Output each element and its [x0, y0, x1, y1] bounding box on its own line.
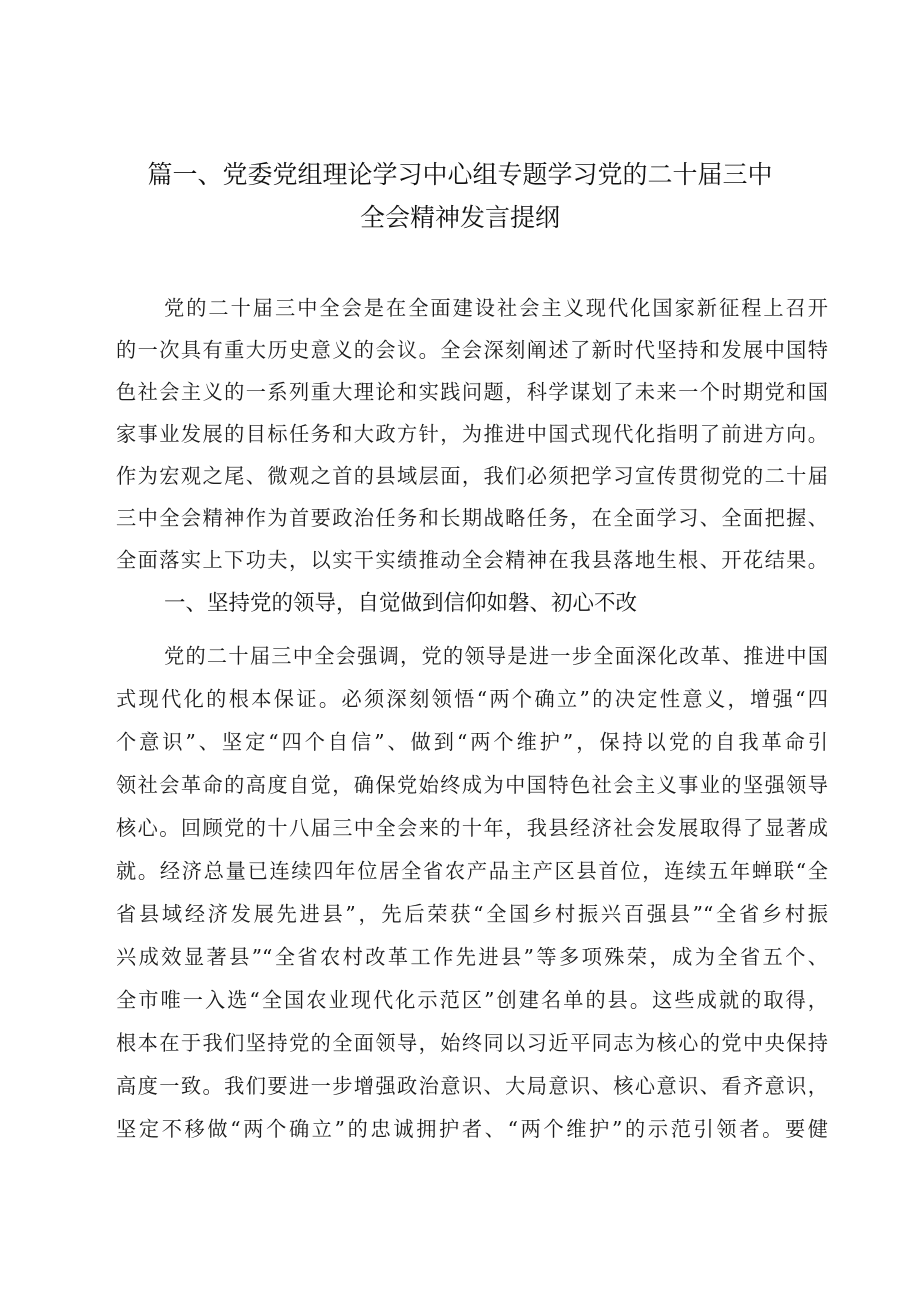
- paragraph-2-line: 就。经济总量已连续四年位居全省农产品主产区县首位，连续五年蝉联“全: [116, 859, 828, 883]
- paragraph-2-line: 兴成效显著县”“全省农村改革工作先进县”等多项殊荣，成为全省五个、: [116, 945, 828, 969]
- section-heading-1: 一、坚持党的领导，自觉做到信仰如磐、初心不改: [164, 591, 638, 616]
- paragraph-1-line: 党的二十届三中全会是在全面建设社会主义现代化国家新征程上召开: [164, 296, 828, 320]
- paragraph-2-line: 高度一致。我们要进一步增强政治意识、大局意识、核心意识、看齐意识，: [116, 1074, 828, 1098]
- document-title-line-2: 全会精神发言提纲: [359, 203, 560, 232]
- paragraph-1-line: 作为宏观之尾、微观之首的县域层面，我们必须把学习宣传贯彻党的二十届: [116, 464, 828, 488]
- paragraph-2-line: 全市唯一入选“全国农业现代化示范区”创建名单的县。这些成就的取得，: [116, 988, 828, 1012]
- paragraph-1-line: 家事业发展的目标任务和大政方针，为推进中国式现代化指明了前进方向。: [116, 422, 828, 446]
- paragraph-2-line: 个意识”、坚定“四个自信”、做到“两个维护”，保持以党的自我革命引: [116, 730, 828, 754]
- paragraph-2-line: 省县域经济发展先进县”，先后荣获“全国乡村振兴百强县”“全省乡村振: [116, 902, 828, 926]
- paragraph-1-line: 的一次具有重大历史意义的会议。全会深刻阐述了新时代坚持和发展中国特: [116, 338, 828, 362]
- document-title-line-1: 篇一、党委党组理论学习中心组专题学习党的二十届三中: [147, 160, 773, 189]
- paragraph-2-line: 党的二十届三中全会强调，党的领导是进一步全面深化改革、推进中国: [164, 644, 828, 668]
- paragraph-2-line: 根本在于我们坚持党的全面领导，始终同以习近平同志为核心的党中央保持: [116, 1031, 828, 1055]
- paragraph-2-line: 式现代化的根本保证。必须深刻领悟“两个确立”的决定性意义，增强“四: [116, 687, 828, 711]
- paragraph-2-line: 领社会革命的高度自觉，确保党始终成为中国特色社会主义事业的坚强领导: [116, 773, 828, 797]
- paragraph-2-line: 坚定不移做“两个确立”的忠诚拥护者、“两个维护”的示范引领者。要健: [116, 1117, 828, 1141]
- paragraph-1-line: 三中全会精神作为首要政治任务和长期战略任务，在全面学习、全面把握、: [116, 506, 828, 530]
- paragraph-1-line: 色社会主义的一系列重大理论和实践问题，科学谋划了未来一个时期党和国: [116, 380, 828, 404]
- paragraph-2-line: 核心。回顾党的十八届三中全会来的十年，我县经济社会发展取得了显著成: [116, 816, 828, 840]
- paragraph-1-line: 全面落实上下功夫，以实干实绩推动全会精神在我县落地生根、开花结果。: [116, 548, 828, 572]
